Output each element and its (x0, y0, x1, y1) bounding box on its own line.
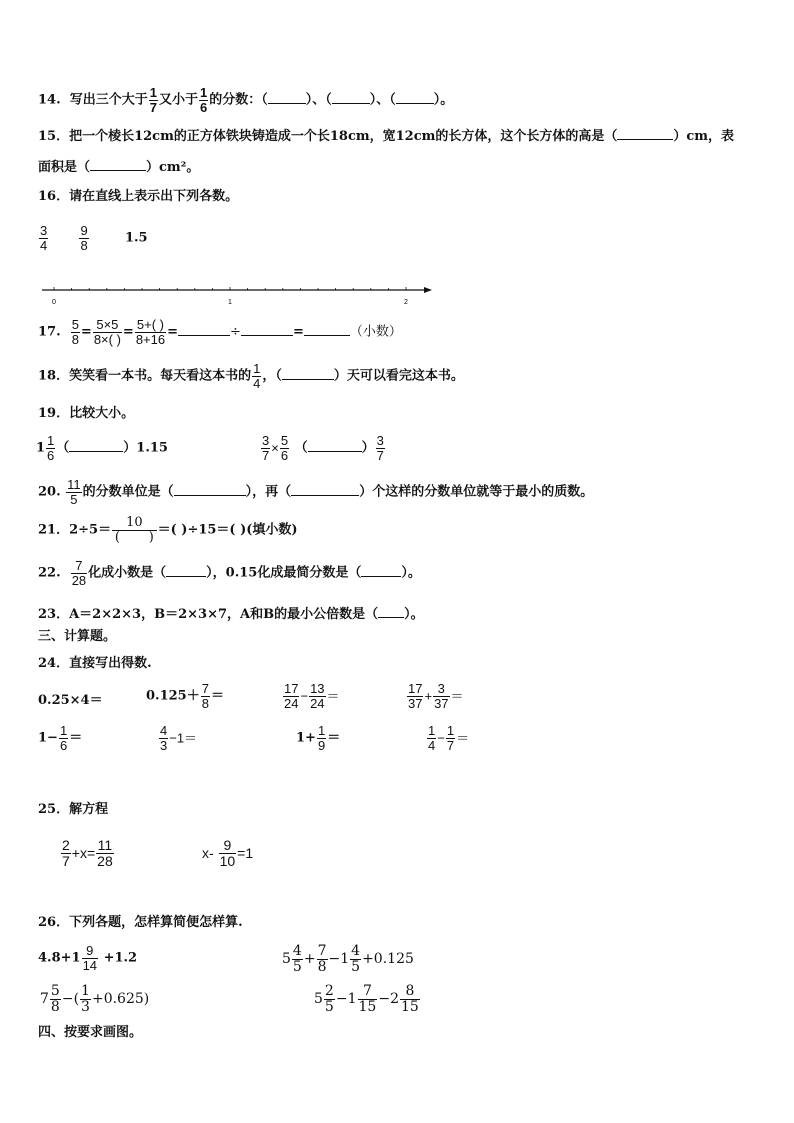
fraction: $\frac{3}{37}$ (434, 681, 449, 711)
fraction: $\frac{8}{15}$ (400, 983, 419, 1015)
fraction: $\frac{9}{14}$ (82, 943, 98, 973)
q26-expr-1: 4.8+1 $\frac{9}{14}$ +1.2 (38, 943, 138, 973)
q25-equation-1: $\frac{2}{7}$ +x= $\frac{11}{28}$ (62, 837, 113, 869)
fraction: $\frac{4}{3}$ (160, 723, 168, 753)
fraction: $\frac{9}{10}$ (219, 837, 236, 869)
q16-values: $\frac{3}{4}$ $\frac{9}{8}$ 1.5 (40, 223, 148, 253)
q24-expr-3: $\frac{17}{24}$ − $\frac{13}{24}$ ＝ (284, 681, 340, 711)
fraction: $\frac{4}{5}$ (292, 943, 302, 975)
answer-blank[interactable] (304, 323, 350, 336)
fraction: $\frac{1}{6}$ (59, 723, 68, 753)
fraction: $\frac{2}{5}$ (324, 983, 334, 1015)
q24-expr-6: $\frac{4}{3}$ −1＝ (160, 723, 198, 753)
question-17: 17. $\frac{5}{8}$ = $\frac{5\times 5}{8\times( )}$ = $\frac{5+( )}{8+16}$ = ÷ = （小数） (38, 317, 402, 347)
q24-expr-8: $\frac{1}{4}$ − $\frac{1}{7}$ ＝ (428, 723, 470, 753)
fraction: $\frac{5}{8}$ (50, 983, 60, 1015)
answer-blank[interactable] (241, 323, 293, 336)
fraction: $\frac{9}{8}$ (80, 223, 88, 253)
question-21: 21．2÷5＝ 10 ( ) ＝( )÷15＝( )(填小数) (38, 515, 298, 545)
fraction: $\frac{1}{6}$ (199, 85, 208, 115)
question-19-b: $\frac{3}{7}$ × $\frac{5}{6}$ （ ） $\frac{3}{7}$ (262, 433, 384, 463)
q26-expr-3: 7 $\frac{5}{8}$ −( $\frac{1}{3}$ +0.625) (40, 983, 150, 1015)
answer-blank[interactable] (291, 483, 359, 496)
question-26-title: 26．下列各题，怎样算简便怎样算. (38, 915, 243, 930)
question-18: 18．笑笑看一本书。每天看这本书的 $\frac{1}{4}$ ，（ ）天可以看完这本书。 (38, 361, 464, 391)
answer-blank[interactable] (617, 127, 673, 140)
fraction: $\frac{3}{7}$ (262, 433, 270, 463)
fraction: $\frac{1}{4}$ (253, 361, 261, 391)
q24-expr-1: 0.25×4＝ (38, 693, 103, 708)
tick-label: 0 (52, 299, 56, 306)
question-15-line2: 面积是（ ）cm²。 (38, 160, 200, 175)
answer-blank[interactable] (332, 91, 370, 104)
fraction: $\frac{1}{9}$ (317, 723, 326, 753)
question-19-title: 19．比较大小。 (38, 406, 135, 421)
fraction: $\frac{2}{7}$ (62, 837, 70, 869)
fraction: $\frac{5+( )}{8+16}$ (135, 317, 166, 347)
answer-blank[interactable] (268, 91, 306, 104)
answer-blank[interactable] (178, 323, 230, 336)
fraction: $\frac{7}{8}$ (317, 943, 327, 975)
answer-blank[interactable] (378, 605, 404, 618)
q25-equation-2: x- $\frac{9}{10}$ =1 (202, 837, 254, 869)
fraction: $\frac{17}{24}$ (284, 681, 299, 711)
question-23: 23．A＝2×2×3，B＝2×3×7，A和B的最小公倍数是（ ）。 (38, 607, 424, 622)
fraction: $\frac{1}{4}$ (428, 723, 436, 753)
answer-blank[interactable] (166, 564, 206, 577)
q24-expr-2: 0.125＋ $\frac{7}{8}$ ＝ (146, 681, 224, 711)
question-16-title: 16．请在直线上表示出下列各数。 (38, 189, 239, 204)
fraction: $\frac{17}{37}$ (408, 681, 423, 711)
q24-expr-5: 1− $\frac{1}{6}$ ＝ (38, 723, 83, 753)
q26-expr-2: 5 $\frac{4}{5}$ + $\frac{7}{8}$ −1 $\frac{4}{5}$ +0.125 (282, 943, 414, 975)
fraction: $\frac{7}{8}$ (201, 681, 209, 711)
q24-expr-4: $\frac{17}{37}$ + $\frac{3}{37}$ ＝ (408, 681, 464, 711)
number-line (40, 282, 435, 308)
answer-blank[interactable] (396, 91, 434, 104)
fraction: $\frac{11}{28}$ (97, 837, 113, 869)
fraction: $\frac{5\times 5}{8\times( )}$ (93, 317, 121, 347)
question-19-a: 1 $\frac{1}{6}$ （ ）1.15 (36, 433, 168, 463)
section-3-heading: 三、计算题。 (38, 629, 117, 644)
answer-blank[interactable] (90, 158, 146, 171)
fraction: $\frac{5}{6}$ (280, 433, 289, 463)
question-14: 14. 写出三个大于 $\frac{1}{7}$ 又小于 $\frac{1}{6}$ 的分数：（ ）、（ ）、（ ）。 (38, 85, 454, 115)
answer-blank[interactable] (174, 483, 246, 496)
question-25-title: 25．解方程 (38, 802, 109, 817)
fraction: $\frac{1}{7}$ (446, 723, 455, 753)
answer-blank[interactable] (69, 439, 123, 452)
fraction: $\frac{3}{7}$ (376, 433, 384, 463)
question-24-title: 24．直接写出得数. (38, 656, 152, 671)
fraction: $\frac{11}{5}$ (67, 477, 81, 507)
fraction: $\frac{1}{7}$ (149, 85, 157, 115)
question-22: 22. $\frac{7}{28}$ 化成小数是（ ），0.15化成最简分数是（ ）。 (38, 558, 421, 588)
fraction: $\frac{4}{5}$ (351, 943, 361, 975)
answer-blank[interactable] (361, 564, 401, 577)
fraction: $\frac{5}{8}$ (71, 317, 79, 347)
tick-label: 1 (228, 299, 232, 306)
fraction: $\frac{13}{24}$ (310, 681, 325, 711)
answer-blank[interactable] (308, 439, 362, 452)
fraction: $\frac{7}{15}$ (358, 983, 377, 1015)
q24-expr-7: 1+ $\frac{1}{9}$ ＝ (296, 723, 341, 753)
question-15-line1: 15．把一个棱长12cm的正方体铁块铸造成一个长18cm，宽12cm的长方体，这个长方体的高是（ ）cm，表 (38, 129, 735, 144)
fraction: $\frac{1}{3}$ (81, 983, 90, 1015)
tick-label: 2 (404, 299, 408, 306)
q26-expr-4: 5 $\frac{2}{5}$ −1 $\frac{7}{15}$ −2 $\frac{8}{15}$ (314, 983, 419, 1015)
fraction: $\frac{1}{6}$ (47, 433, 55, 463)
fraction: $\frac{7}{28}$ (71, 558, 87, 588)
question-20: 20. $\frac{11}{5}$ 的分数单位是（ ），再（ ）个这样的分数单位就等于最小的质数。 (38, 477, 594, 507)
fraction: $\frac{3}{4}$ (40, 223, 48, 253)
section-4-heading: 四、按要求画图。 (38, 1025, 143, 1040)
answer-blank[interactable] (282, 367, 334, 380)
fraction: 10 ( ) (112, 516, 157, 544)
